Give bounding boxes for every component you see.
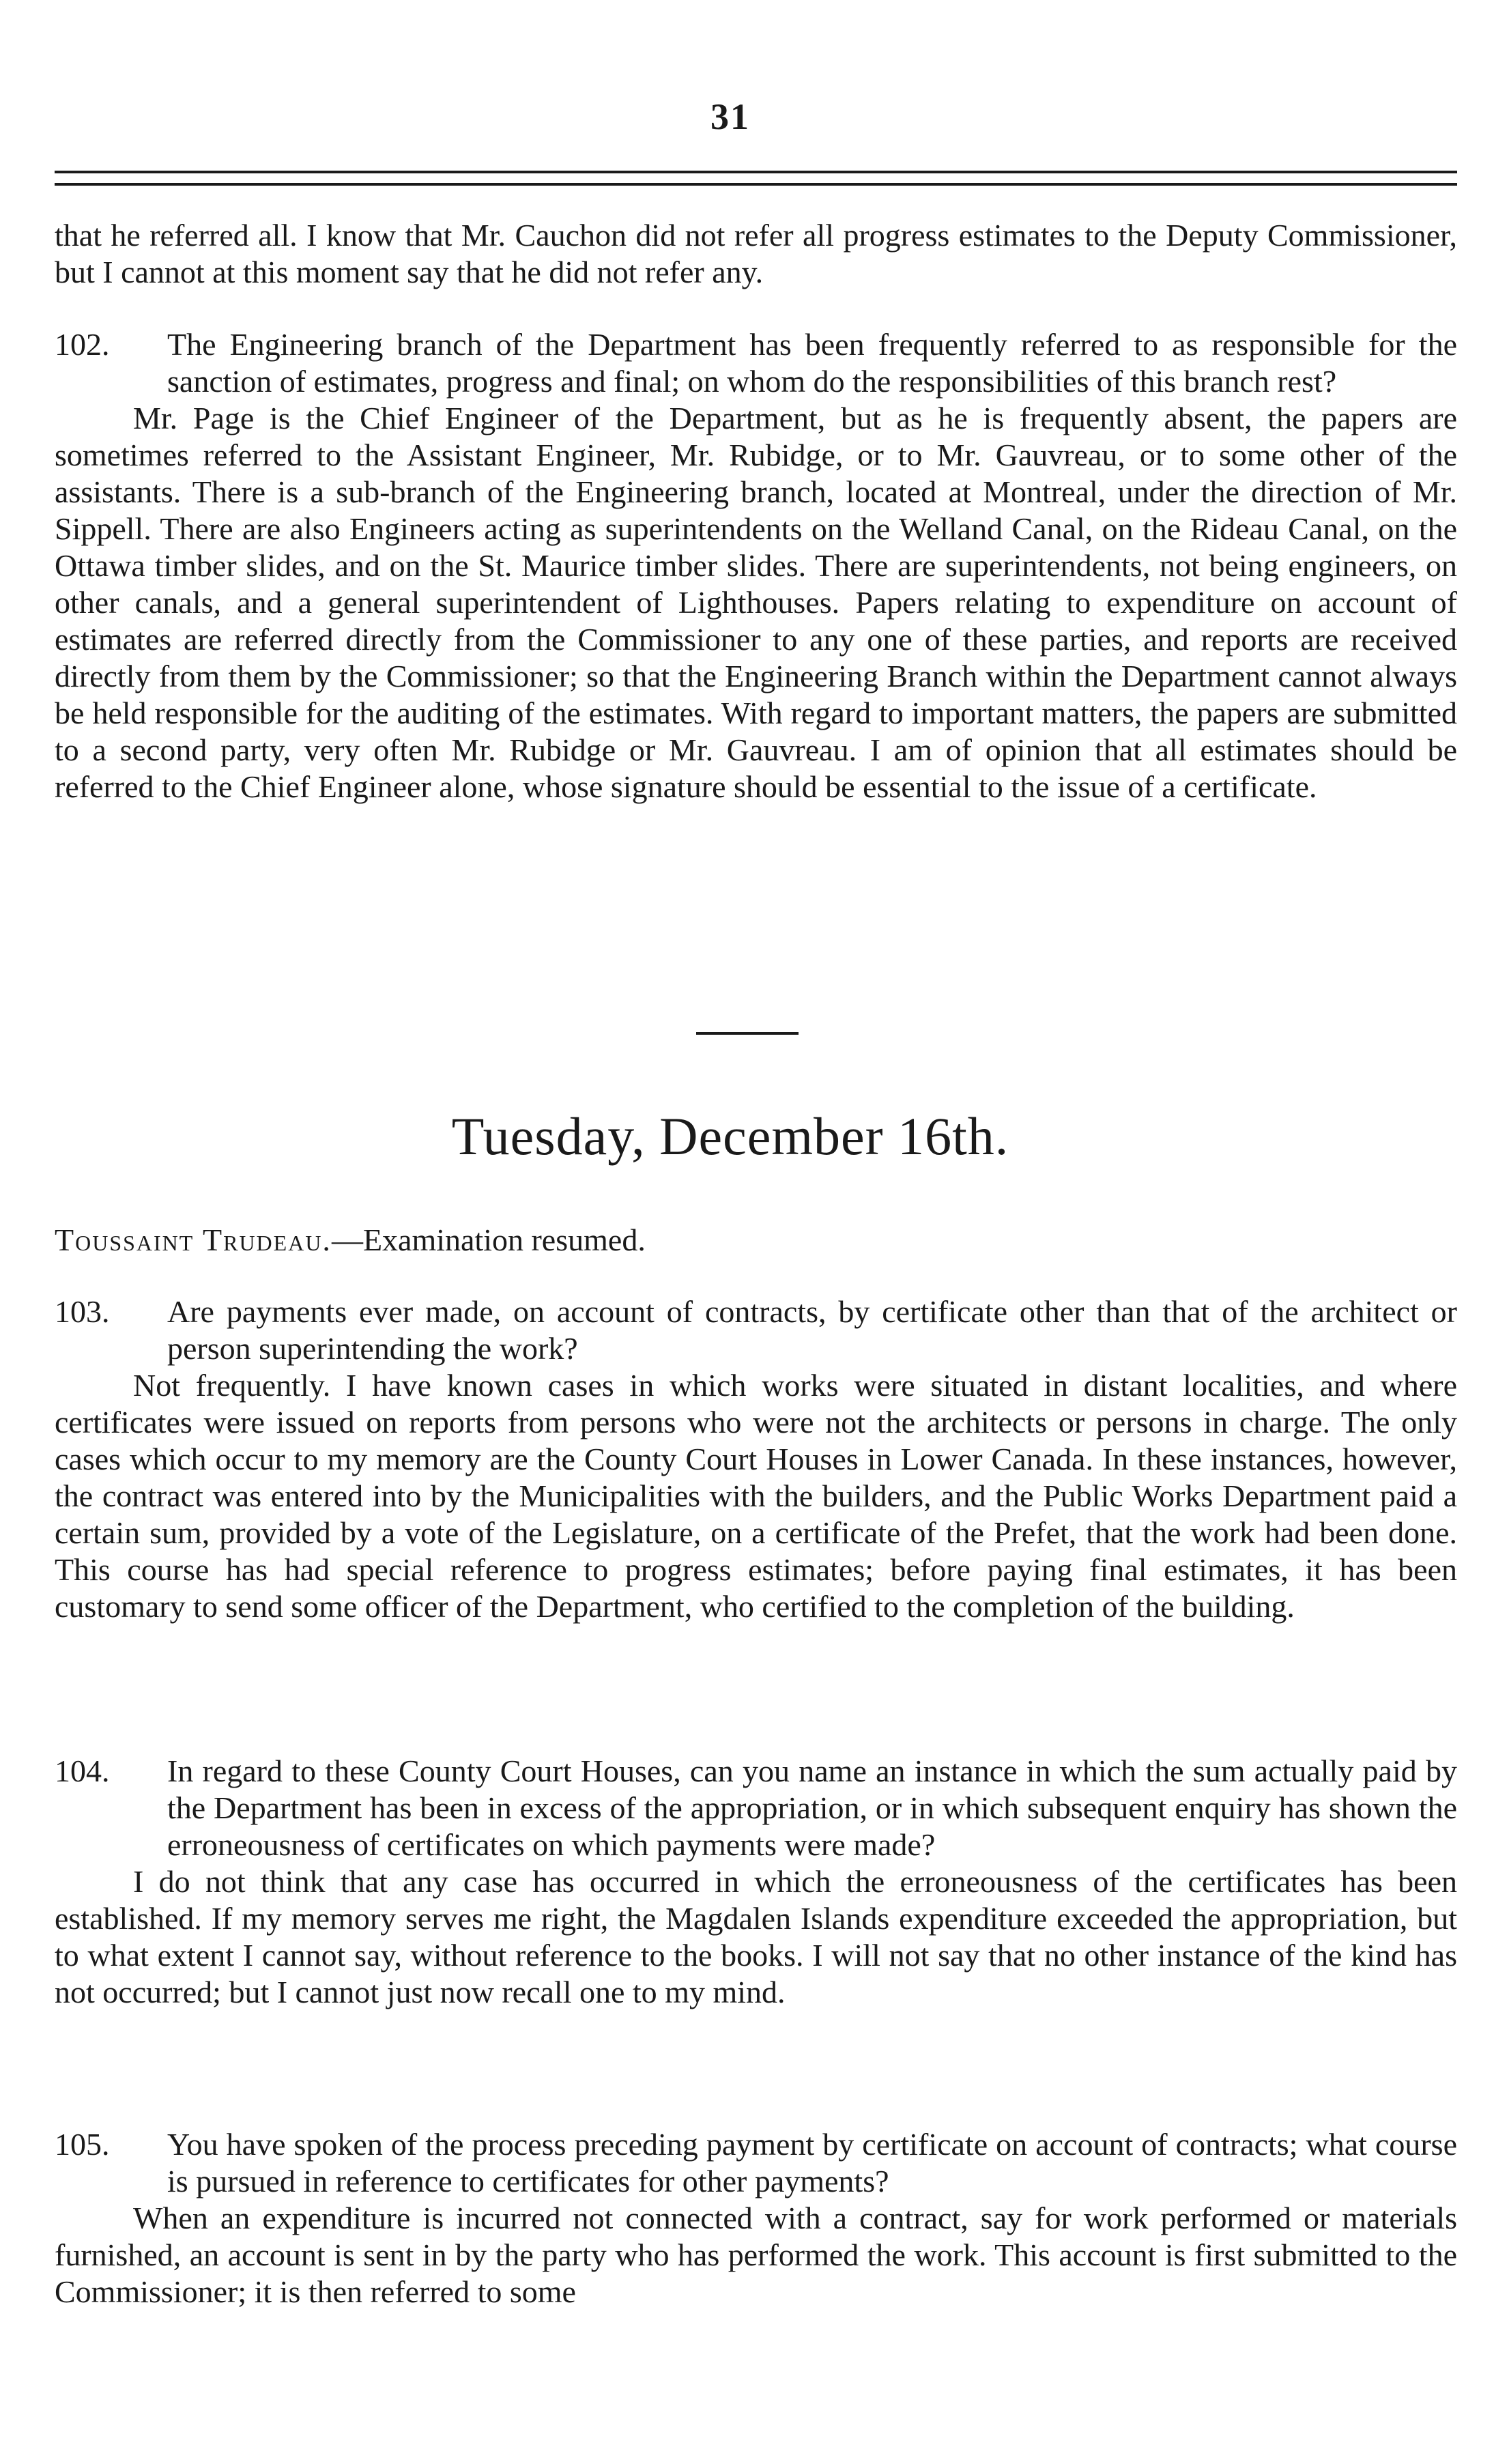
header-rule bbox=[55, 171, 1457, 186]
section-divider bbox=[696, 1032, 799, 1035]
page-number: 31 bbox=[710, 96, 750, 137]
date-heading: Tuesday, December 16th. bbox=[451, 1106, 1009, 1166]
question-103-block bbox=[55, 1293, 1457, 1625]
question-number: 103. bbox=[55, 1294, 110, 1329]
question-102-block bbox=[55, 326, 1457, 805]
question-text: The Engineering branch of the Department has been frequently referred to as responsible for the sanction of estimates, progress and final; on whom do the responsibilities of this branch rest? bbox=[167, 327, 1457, 399]
question-text: Are payments ever made, on account of contracts, by certificate other than that of the architect or person superintending the work? bbox=[167, 1294, 1457, 1366]
witness-name: Toussaint Trudeau. bbox=[55, 1222, 332, 1257]
question-104-block bbox=[55, 1753, 1457, 2011]
continued-paragraph: that he referred all. I know that Mr. Cauchon did not refer all progress estimates to the Deputy Commissioner, but I cannot at this moment say that he did not refer any. bbox=[55, 218, 1457, 289]
question-105 bbox=[55, 2126, 1457, 2200]
question-102 bbox=[55, 326, 1457, 400]
answer-102: Mr. Page is the Chief Engineer of the Department, but as he is frequently absent, the papers are sometimes referred to the Assistant Engineer, Mr. Rubidge, or to Mr. Gauvreau, or to some other of the assistants. There is a sub-branch of the Engineering branch, located at Montreal, under the direction of Mr. Sippell. There are also Engineers acting as superintendents on the Welland Canal, on the Rideau Canal, on the Ottawa timber slides, and on the St. Maurice timber slides. There are superintendents, not being engineers, on other canals, and a general superintendent of Lighthouses. Papers relating to expenditure on account of estimates are referred directly from the Commissioner to any one of these parties, and reports are received directly from them by the Commissioner; so that the Engineering Branch within the Department cannot always be held responsible for the auditing of the estimates. With regard to important matters, the papers are submitted to a second party, very often Mr. Rubidge or Mr. Gauvreau. I am of opinion that all estimates should be referred to the Chief Engineer alone, whose signature should be essential to the issue of a certificate. bbox=[55, 401, 1457, 804]
question-number: 105. bbox=[55, 2127, 110, 2162]
question-text: You have spoken of the process preceding payment by certificate on account of contracts; what course is pursued in reference to certificates for other payments? bbox=[167, 2127, 1457, 2198]
question-text: In regard to these County Court Houses, can you name an instance in which the sum actually paid by the Department has been in excess of the appropriation, or in which subsequent enquiry has shown the erroneousness of certificates on which payments were made? bbox=[167, 1753, 1457, 1862]
question-number: 102. bbox=[55, 327, 110, 362]
answer-103: Not frequently. I have known cases in which works were situated in distant localities, and where certificates were issued on reports from persons who were not the architects or persons in charge. The only cases which occur to my memory are the County Court Houses in Lower Canada. In these instances, however, the contract was entered into by the Municipalities with the builders, and the Public Works Department paid a certain sum, provided by a vote of the Legislature, on a certificate of the Prefet, that the work had been done. This course has had special reference to progress estimates; before paying final estimates, it has been customary to send some officer of the Department, who certified to the completion of the building. bbox=[55, 1368, 1457, 1624]
answer-105: When an expenditure is incurred not connected with a contract, say for work performed or materials furnished, an account is sent in by the party who has performed the work. This account is first submitted to the Commissioner; it is then referred to some bbox=[55, 2201, 1457, 2309]
question-105-block bbox=[55, 2126, 1457, 2310]
question-103 bbox=[55, 1293, 1457, 1367]
question-number: 104. bbox=[55, 1753, 110, 1788]
question-104 bbox=[55, 1753, 1457, 1863]
answer-104: I do not think that any case has occurred in which the erroneousness of the certificates has been established. If my memory serves me right, the Magdalen Islands expenditure exceeded the appropriation, but to what extent I cannot say, without reference to the books. I will not say that no other instance of the kind has not occurred; but I cannot just now recall one to my mind. bbox=[55, 1864, 1457, 2009]
witness-status: —Examination resumed. bbox=[331, 1222, 646, 1257]
continued-paragraph-block bbox=[55, 217, 1457, 291]
witness-line bbox=[55, 1222, 1457, 1259]
